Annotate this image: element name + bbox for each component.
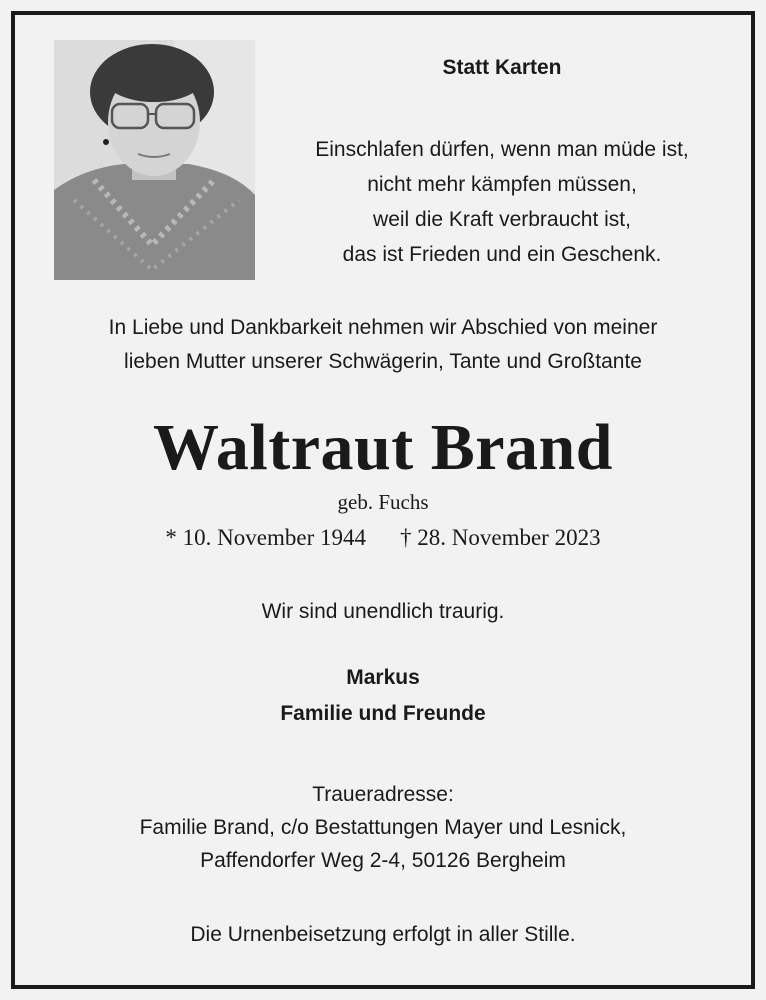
poem-line: das ist Frieden und ein Geschenk. [342, 243, 662, 266]
poem-line: weil die Kraft verbraucht ist, [373, 208, 631, 231]
portrait-image [54, 40, 255, 280]
birth-date: * 10. November 1944 [165, 525, 366, 550]
burial-note: Die Urnenbeisetzung erfolgt in aller Stille. [190, 923, 576, 946]
address-line: Traueradresse: [312, 783, 454, 806]
deceased-name: Waltraut Brand [153, 411, 613, 484]
death-date: † 28. November 2023 [400, 525, 601, 550]
portrait-photo [54, 40, 255, 280]
mourning-address [0, 778, 766, 877]
intro-text [0, 311, 766, 379]
mourning-message: Wir sind unendlich traurig. [261, 600, 505, 623]
poem [272, 132, 732, 272]
intro-line: lieben Mutter unserer Schwägerin, Tante und Großtante [124, 350, 642, 373]
birth-name: geb. Fuchs [337, 490, 429, 514]
address-line: Paffendorfer Weg 2-4, 50126 Bergheim [200, 849, 566, 872]
life-dates [0, 525, 766, 551]
signer: Markus [346, 666, 420, 689]
signer: Familie und Freunde [280, 702, 486, 725]
poem-line: Einschlafen dürfen, wenn man müde ist, [315, 138, 689, 161]
poem-line: nicht mehr kämpfen müssen, [367, 173, 637, 196]
statt-karten-heading: Statt Karten [442, 56, 562, 79]
intro-line: In Liebe und Dankbarkeit nehmen wir Abschied von meiner [108, 316, 658, 339]
address-line: Familie Brand, c/o Bestattungen Mayer und Lesnick, [139, 816, 627, 839]
signers [0, 660, 766, 732]
